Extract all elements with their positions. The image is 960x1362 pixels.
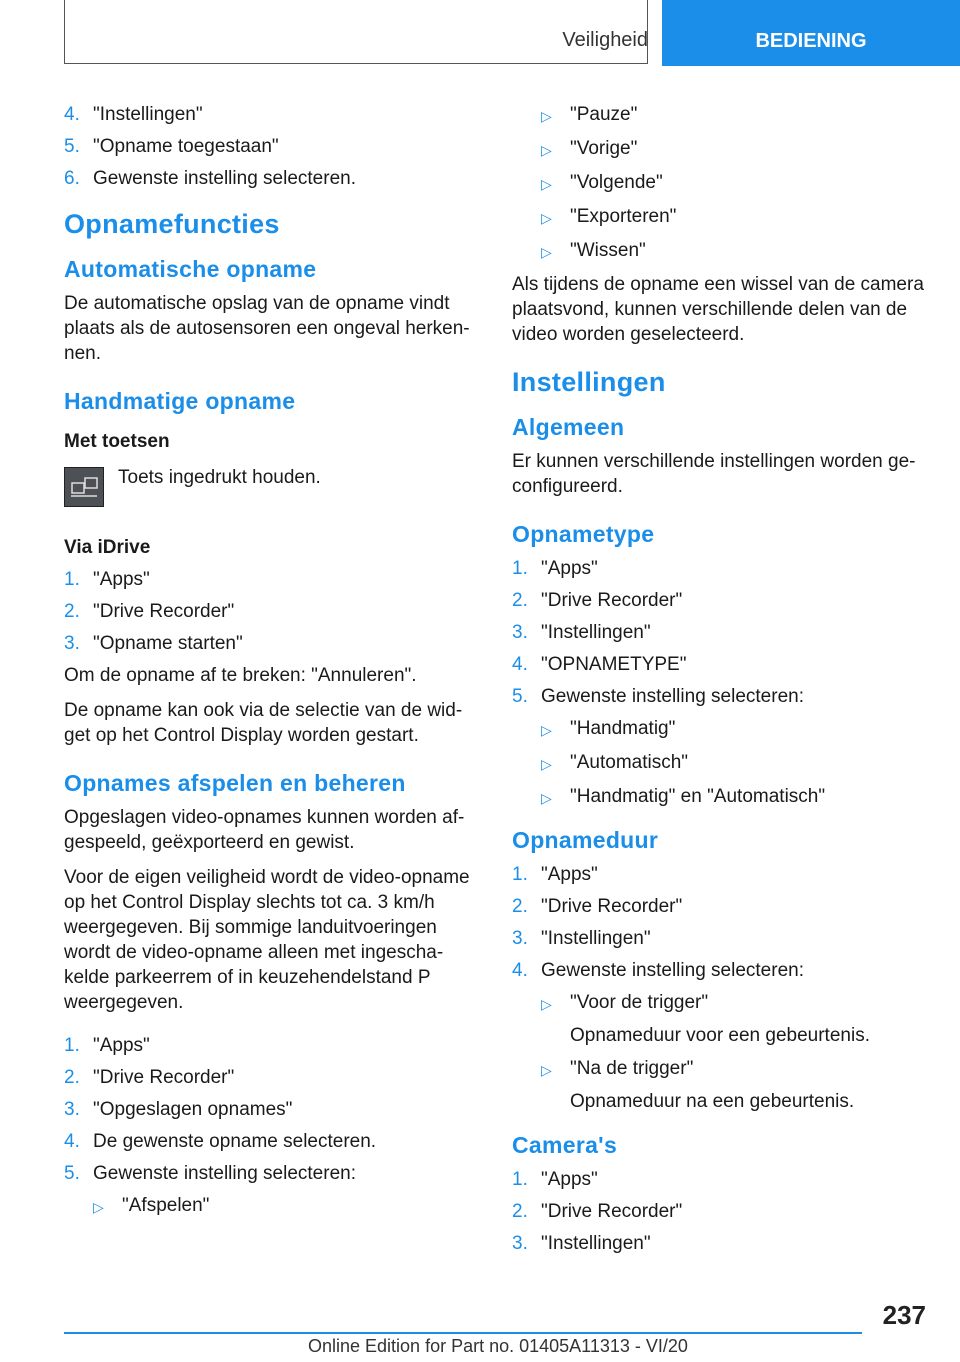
paragraph-veiligheid: Voor de eigen veiligheid wordt de video-opname op het Control Display slechts tot ca. 3 km/h weergegeven. Bij sommige landuitvoeringen wordt de video-opname alleen met ingescha- kelde parkeerrem of in keuzehendelstand P weergegeven. [64, 867, 470, 1013]
heading-met-toetsen: Met toetsen [64, 431, 170, 452]
heading-instellingen: Instellingen [512, 367, 666, 397]
list-item: 4. De gewenste opname selecteren. [64, 1131, 377, 1152]
sub-list-note: Opnameduur voor een gebeurtenis. [570, 1025, 870, 1046]
sub-list-note: Opnameduur na een gebeurtenis. [570, 1091, 855, 1112]
triangle-bullet-icon: ▷ [541, 142, 552, 158]
paragraph-algemeen: Er kunnen verschillende instellingen worden ge- configureerd. [512, 451, 916, 497]
heading-cameras: Camera's [512, 1132, 618, 1158]
list-item: 2. "Drive Recorder" [512, 896, 683, 917]
list-item: 3. "Instellingen" [512, 1233, 651, 1254]
list-item: 2. "Drive Recorder" [512, 1201, 683, 1222]
list-item: 4. "Instellingen" [64, 104, 203, 125]
list-item: 1. "Apps" [512, 1169, 598, 1190]
heading-opnamefuncties: Opnamefuncties [64, 209, 280, 239]
list-top [64, 102, 478, 191]
triangle-bullet-icon: ▷ [541, 722, 552, 738]
paragraph-widget: De opname kan ook via de selectie van de wid- get op het Control Display worden gestart. [64, 700, 463, 746]
list-item: 4. Gewenste instelling selecteren: [512, 960, 804, 981]
list-item: 6. Gewenste instelling selecteren. [64, 168, 356, 189]
left-column [64, 102, 478, 1227]
heading-handmatige-opname: Handmatige opname [64, 388, 296, 414]
triangle-bullet-icon: ▷ [541, 1062, 552, 1078]
paragraph-camera-wissel: Als tijdens de opname een wissel van de camera plaatsvond, kunnen verschillende delen van de video worden geselecteerd. [512, 274, 924, 345]
heading-automatische-opname: Automatische opname [64, 256, 317, 282]
triangle-bullet-icon: ▷ [93, 1199, 104, 1215]
list-item: 3. "Opgeslagen opnames" [64, 1099, 293, 1120]
triangle-bullet-icon: ▷ [541, 176, 552, 192]
list-item: 5. Gewenste instelling selecteren: [512, 686, 804, 707]
triangle-bullet-icon: ▷ [541, 210, 552, 226]
list-item: 2. "Drive Recorder" [512, 590, 683, 611]
footer-edition: Online Edition for Part no. 01405A11313 - VI/20 [308, 1336, 688, 1356]
list-cameras [512, 1167, 924, 1256]
list-opnameduur [512, 862, 924, 1114]
heading-opnames-afspelen: Opnames afspelen en beheren [64, 770, 406, 796]
list-item: 1. "Apps" [512, 558, 598, 579]
sub-list-item: ▷ "Volgende" [512, 170, 924, 197]
paragraph-toets: Toets ingedrukt houden. [118, 467, 321, 488]
sub-list-item: ▷ "Na de trigger" [512, 1056, 924, 1083]
page-number: 237 [882, 1300, 926, 1330]
list-idrive [64, 567, 478, 656]
list-item: 3. "Instellingen" [512, 928, 651, 949]
list-item: 1. "Apps" [512, 864, 598, 885]
header-tab[interactable]: BEDIENING [662, 0, 960, 66]
sub-list-top [512, 102, 924, 265]
triangle-bullet-icon: ▷ [541, 244, 552, 260]
heading-via-idrive: Via iDrive [64, 537, 151, 558]
triangle-bullet-icon: ▷ [541, 108, 552, 124]
triangle-bullet-icon: ▷ [541, 996, 552, 1012]
button-instruction [64, 465, 478, 507]
recorder-button-icon [64, 467, 104, 507]
list-afspelen [64, 1033, 478, 1220]
list-item: 2. "Drive Recorder" [64, 601, 235, 622]
list-item: 3. "Opname starten" [64, 633, 243, 654]
list-item: 1. "Apps" [64, 569, 150, 590]
list-item: 4. "OPNAMETYPE" [512, 654, 687, 675]
list-item: 1. "Apps" [64, 1035, 150, 1056]
sub-list-item: ▷ "Automatisch" [512, 750, 924, 777]
triangle-bullet-icon: ▷ [541, 790, 552, 806]
sub-list-item: ▷ "Exporteren" [512, 204, 924, 231]
list-item: 5. Gewenste instelling selecteren: [64, 1163, 356, 1184]
sub-list-item: ▷ "Afspelen" [64, 1193, 478, 1220]
triangle-bullet-icon: ▷ [541, 756, 552, 772]
list-item: 3. "Instellingen" [512, 622, 651, 643]
list-opnametype [512, 556, 924, 811]
right-column [512, 102, 924, 1263]
paragraph-auto: De automatische opslag van de opname vindt plaats als de autosensoren een ongeval herken- nen. [64, 293, 470, 364]
header-section: Veiligheid [562, 29, 648, 51]
sub-list-item: ▷ "Pauze" [512, 102, 924, 129]
heading-algemeen: Algemeen [512, 414, 625, 440]
heading-opnameduur: Opnameduur [512, 827, 659, 853]
sub-list-item: ▷ "Handmatig" en "Automatisch" [512, 784, 924, 811]
list-item: 2. "Drive Recorder" [64, 1067, 235, 1088]
heading-opnametype: Opnametype [512, 521, 655, 547]
sub-list-item: ▷ "Handmatig" [512, 716, 924, 743]
sub-list-item: ▷ "Vorige" [512, 136, 924, 163]
list-item: 5. "Opname toegestaan" [64, 136, 279, 157]
paragraph-annuleren: Om de opname af te breken: "Annuleren". [64, 665, 417, 686]
footer-divider [64, 1332, 862, 1334]
sub-list-item: ▷ "Wissen" [512, 238, 924, 265]
sub-list-item: ▷ "Voor de trigger" [512, 990, 924, 1017]
paragraph-opgeslagen: Opgeslagen video-opnames kunnen worden af- gespeeld, geëxporteerd en gewist. [64, 807, 465, 853]
